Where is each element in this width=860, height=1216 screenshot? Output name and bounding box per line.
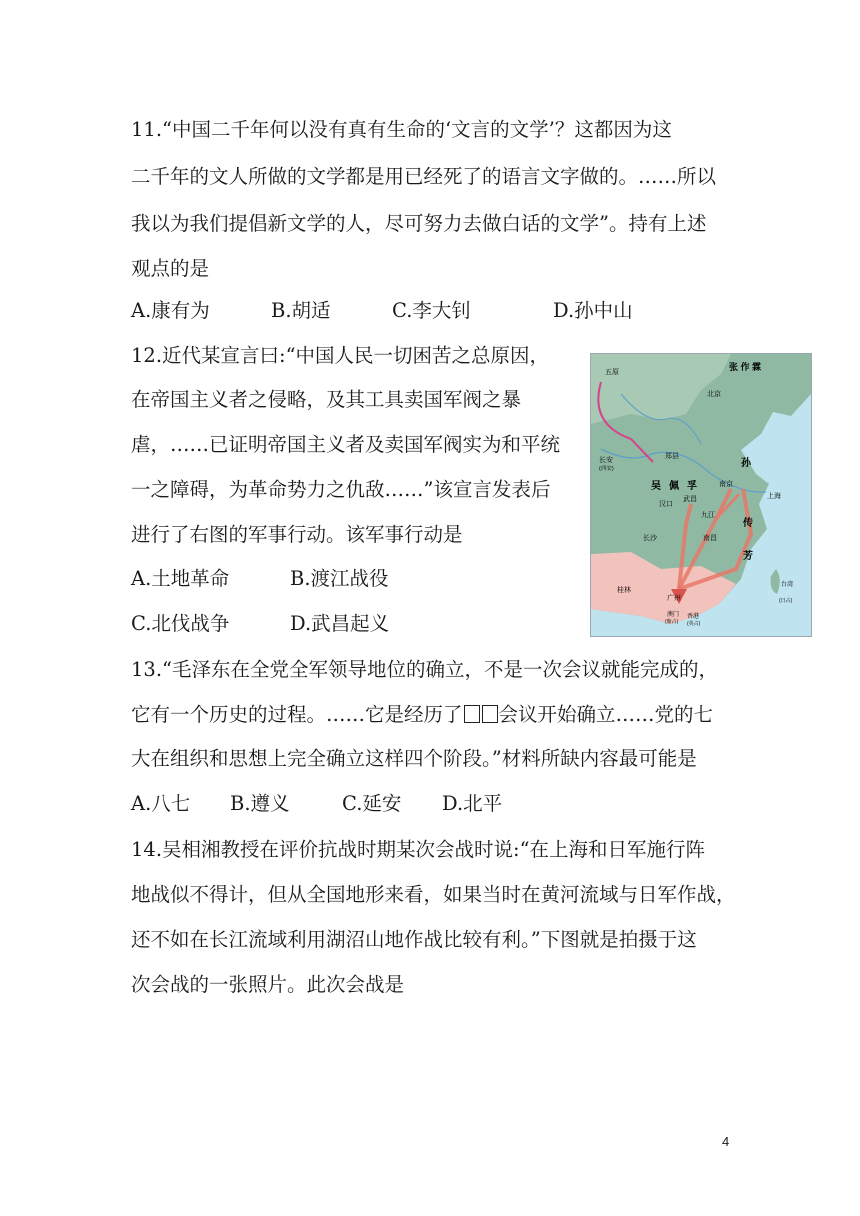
label-nanjing: 南京: [719, 481, 733, 488]
q12-line-4: 一之障碍，为革命势力之仇敌……”该宣言发表后: [131, 478, 551, 501]
q14-line-3: 还不如在长江流域利用湖沼山地作战比较有利。”下图就是拍摄于这: [131, 928, 697, 951]
q12-option-c: C.北伐战争: [131, 612, 230, 635]
label-taiwan: 台湾: [781, 582, 794, 588]
q11-line-1: 11.“中国二千年何以没有真有生命的‘文言的文学’？这都因为这: [131, 118, 672, 141]
label-chuan: 传: [743, 518, 753, 529]
q11-line-4: 观点的是: [131, 257, 210, 280]
q11-line-3: 我以为我们提倡新文学的人，尽可努力去做白话的文学”。持有上述: [131, 212, 707, 235]
q11-option-d: D.孙中山: [553, 299, 633, 322]
label-xianggang-sub: (英占): [687, 621, 701, 627]
blank-box-1: [464, 705, 480, 723]
label-jiujiang: 九江: [701, 512, 715, 519]
map-graphic: [591, 354, 811, 636]
label-fu: 孚: [687, 481, 697, 492]
q12-option-a: A.土地革命: [131, 567, 230, 590]
label-hankou: 汉口: [659, 501, 673, 508]
label-beijing: 北京: [707, 391, 721, 398]
label-aomen: 澳门: [667, 612, 680, 618]
q11-option-a: A.康有为: [131, 299, 210, 322]
q13-option-b: B.遵义: [230, 792, 290, 815]
q12-line-2: 在帝国主义者之侵略，及其工具卖国军阀之暴: [131, 388, 522, 411]
q12-option-b: B.渡江战役: [290, 567, 389, 590]
q14-line-1: 14.吴相湘教授在评价抗战时期某次会战时说:“在上海和日军施行阵: [131, 838, 706, 861]
page-number: 4: [722, 1134, 730, 1149]
label-taiwan-sub: (日占): [779, 598, 793, 604]
label-changsha: 长沙: [643, 535, 657, 542]
label-nanchang: 南昌: [703, 535, 717, 542]
q11-option-c: C.李大钊: [392, 299, 471, 322]
label-aomen-sub: (葡占): [665, 619, 679, 625]
label-xianggang: 香港: [687, 614, 700, 620]
q13-line-2-end: 会议开始确立……党的七: [498, 703, 714, 726]
q13-option-a: A.八七: [131, 792, 191, 815]
label-fang: 芳: [743, 551, 753, 562]
q14-line-2: 地战似不得计，但从全国地形来看，如果当时在黄河流域与日军作战，: [131, 883, 736, 906]
q13-line-2: [131, 702, 713, 728]
q12-option-d: D.武昌起义: [290, 612, 390, 635]
label-changan: 长安: [599, 457, 613, 464]
label-xian: (西安): [599, 466, 614, 472]
northern-expedition-map: [590, 353, 812, 637]
q12-line-1: 12.近代某宣言曰:“中国人民一切困苦之总原因，: [131, 344, 550, 367]
blank-box-2: [482, 705, 498, 723]
q11-line-2: 二千年的文人所做的文学都是用已经死了的语言文字做的。……所以: [131, 165, 717, 188]
q13-option-d: D.北平: [442, 792, 503, 815]
label-zhengzhou: 郑县: [665, 453, 679, 460]
label-wuchang: 武昌: [683, 496, 697, 503]
q11-option-b: B.胡适: [271, 299, 331, 322]
q13-option-c: C.延安: [342, 792, 402, 815]
label-shanghai: 上海: [767, 493, 781, 500]
q13-line-1: 13.“毛泽东在全党全军领导地位的确立，不是一次会议就能完成的，: [131, 658, 718, 681]
label-zhangzuolin: 张 作 霖: [729, 362, 762, 372]
q12-line-5: 进行了右图的军事行动。该军事行动是: [131, 523, 463, 546]
label-guilin: 桂林: [617, 587, 631, 594]
taiwan-island: [771, 569, 780, 594]
q13-line-3: 大在组织和思想上完全确立这样四个阶段。”材料所缺内容最可能是: [131, 747, 697, 770]
q13-line-2-start: 它有一个历史的过程。……它是经历了: [131, 703, 463, 726]
q12-line-3: 虐，……已证明帝国主义者及卖国军阀实为和平统: [131, 433, 561, 456]
label-guangzhou: 广州: [667, 595, 681, 602]
label-wuyuan: 五原: [605, 369, 619, 376]
label-wu: 吴: [651, 481, 661, 492]
q14-line-4: 次会战的一张照片。此次会战是: [131, 973, 405, 996]
label-pei: 佩: [669, 481, 679, 492]
label-sun: 孙: [741, 458, 751, 469]
